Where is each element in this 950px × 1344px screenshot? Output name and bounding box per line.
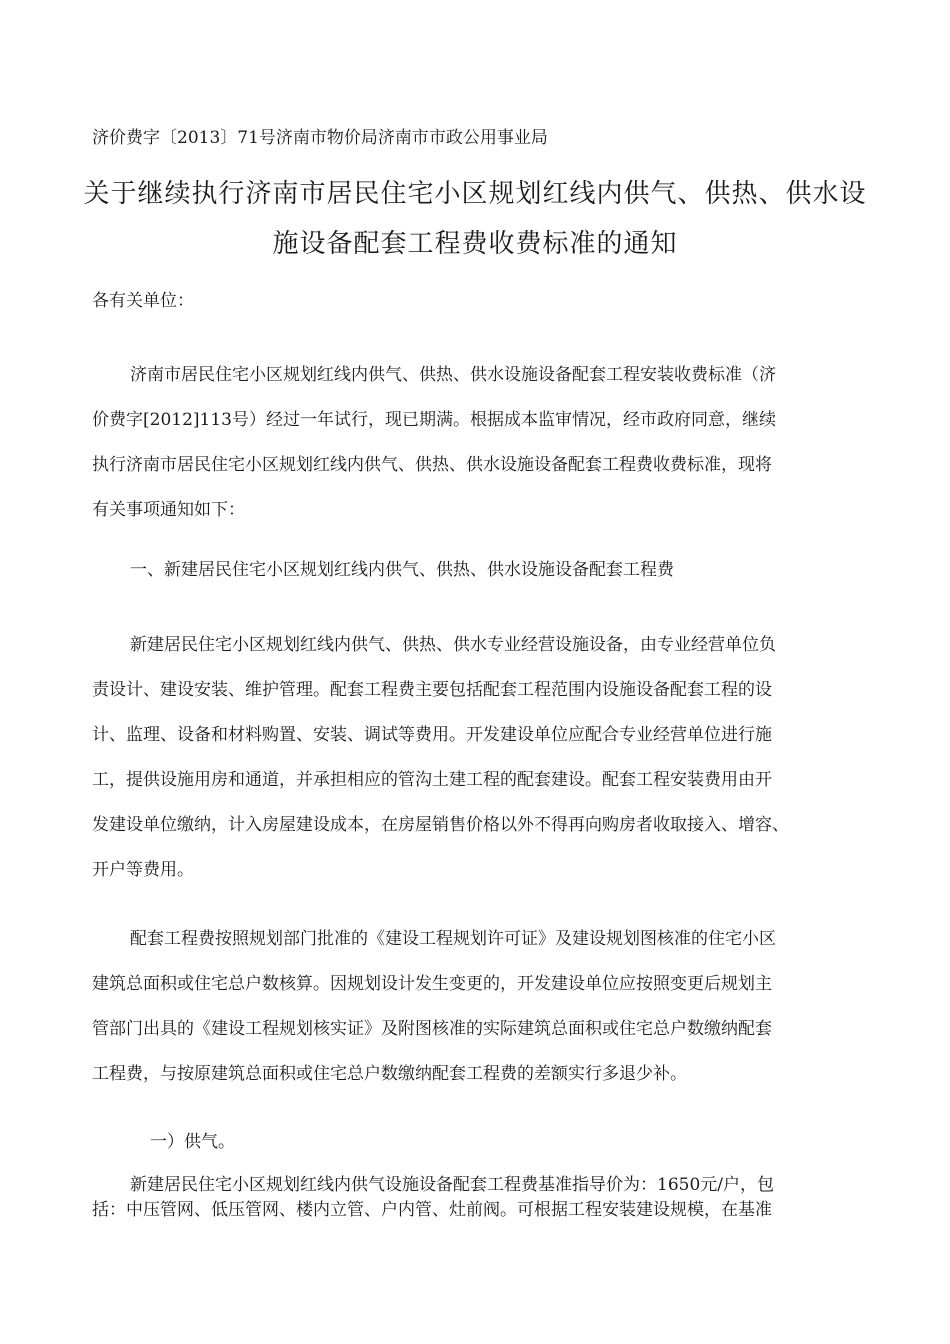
paragraph-line: 管部门出具的《建设工程规划核实证》及附图核准的实际建筑总面积或住宅总户数缴纳配套 (92, 1019, 772, 1039)
document-title-line-2: 施设备配套工程费收费标准的通知 (272, 229, 678, 259)
paragraph-intro (92, 353, 862, 533)
paragraph-line: 执行济南市居民住宅小区规划红线内供气、供热、供水设施设备配套工程费收费标准，现将 (92, 455, 772, 475)
paragraph-calculation (92, 917, 862, 1097)
paragraph-line: 责设计、建设安装、维护管理。配套工程费主要包括配套工程范围内设施设备配套工程的设 (92, 680, 772, 700)
salutation: 各有关单位： (92, 291, 194, 311)
paragraph-line: 配套工程费按照规划部门批准的《建设工程规划许可证》及建设规划图核准的住宅小区 (130, 929, 776, 949)
paragraph-scope (92, 623, 862, 893)
paragraph-gas-price (92, 1173, 862, 1223)
paragraph-line: 新建居民住宅小区规划红线内供气、供热、供水专业经营设施设备，由专业经营单位负 (130, 635, 776, 655)
paragraph-line: 有关事项通知如下： (92, 500, 245, 520)
paragraph-line: 工，提供设施用房和通道，并承担相应的管沟土建工程的配套建设。配套工程安装费用由开 (92, 770, 772, 790)
subsection-heading-text: 一）供气。 (150, 1132, 235, 1152)
paragraph-line: 建筑总面积或住宅总户数核算。因规划设计发生变更的，开发建设单位应按照变更后规划主 (92, 974, 772, 994)
document-number: 济价费字〔2013〕71号济南市物价局济南市市政公用事业局 (92, 128, 548, 148)
paragraph-line: 括：中压管网、低压管网、楼内立管、户内管、灶前阀。可根据工程安装建设规模，在基准 (92, 1200, 772, 1220)
document-title-line-1: 关于继续执行济南市居民住宅小区规划红线内供气、供热、供水设 (83, 179, 867, 209)
paragraph-line: 工程费，与按原建筑总面积或住宅总户数缴纳配套工程费的差额实行多退少补。 (92, 1064, 687, 1084)
paragraph-line: 新建居民住宅小区规划红线内供气设施设备配套工程费基准指导价为：1650元/户，包 (130, 1175, 774, 1195)
section-heading-1 (92, 558, 862, 582)
paragraph-line: 济南市居民住宅小区规划红线内供气、供热、供水设施设备配套工程安装收费标准（济 (130, 365, 776, 385)
paragraph-line: 开户等费用。 (92, 860, 194, 880)
paragraph-line: 发建设单位缴纳，计入房屋建设成本，在房屋销售价格以外不得再向购房者收取接入、增容、 (92, 815, 789, 835)
paragraph-line: 价费字[2012]113号）经过一年试行，现已期满。根据成本监审情况，经市政府同意，继续 (92, 410, 776, 430)
subsection-heading-gas (92, 1130, 862, 1154)
section-heading-text: 一、新建居民住宅小区规划红线内供气、供热、供水设施设备配套工程费 (130, 560, 674, 580)
paragraph-line: 计、监理、设备和材料购置、安装、调试等费用。开发建设单位应配合专业经营单位进行施 (92, 725, 772, 745)
